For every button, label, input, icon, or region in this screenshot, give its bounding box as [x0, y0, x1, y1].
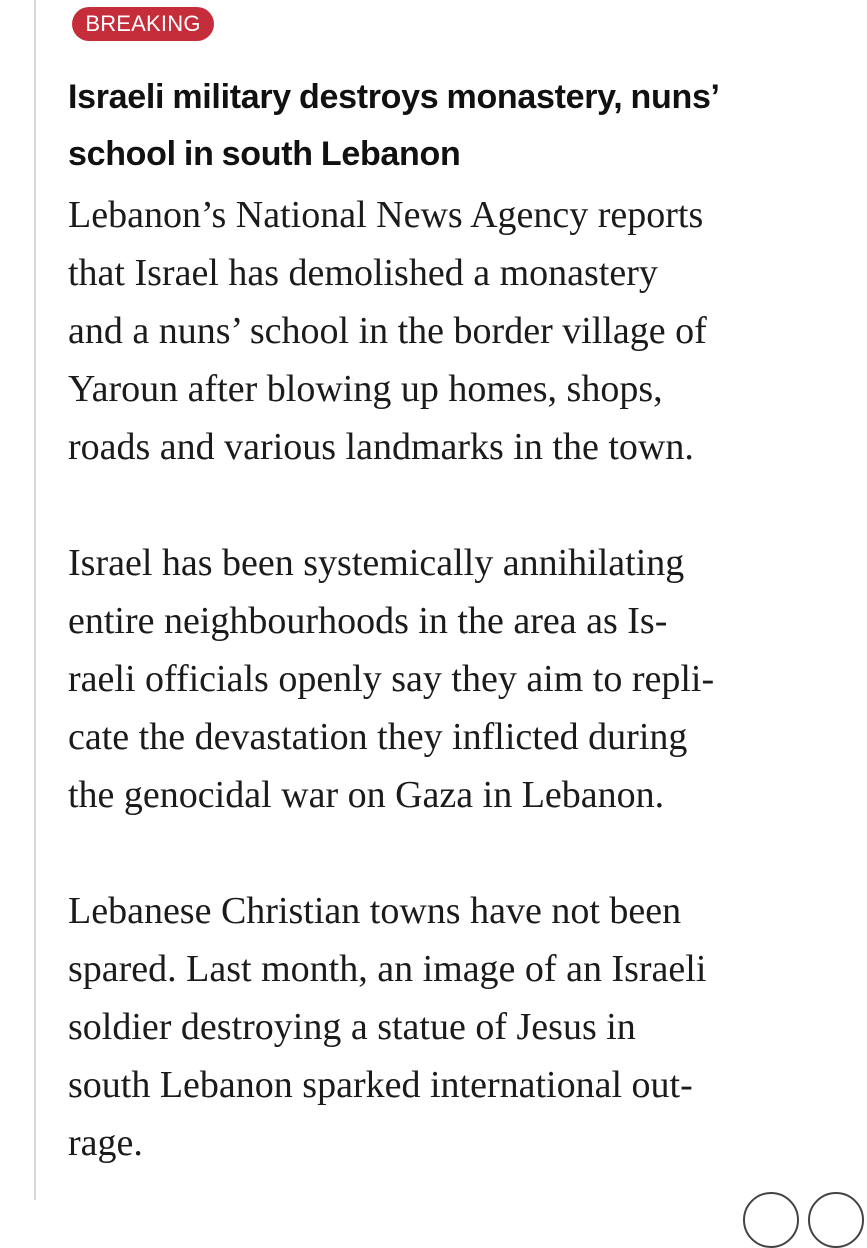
breaking-badge: BREAKING: [72, 7, 214, 41]
paragraph-line: that Israel has demolished a monastery: [68, 252, 658, 294]
article-paragraph: [68, 186, 828, 476]
article-card: [34, 0, 866, 1200]
paragraph-line: and a nuns’ school in the border village of: [68, 310, 707, 352]
paragraph-line: cate the devastation they inflicted during: [68, 716, 688, 758]
article-headline[interactable]: [68, 69, 858, 183]
article-paragraph: [68, 882, 828, 1172]
paragraph-line: soldier destroying a statue of Jesus in: [68, 1006, 636, 1048]
paragraph-line: roads and various landmarks in the town.: [68, 426, 694, 468]
paragraph-line: the genocidal war on Gaza in Lebanon.: [68, 774, 665, 816]
paragraph-line: raeli officials openly say they aim to repli-: [68, 658, 715, 700]
article-paragraph: [68, 534, 828, 824]
headline-line: Israeli military destroys monastery, nuns’: [68, 78, 720, 116]
paragraph-line: spared. Last month, an image of an Israeli: [68, 948, 707, 990]
paragraph-line: rage.: [68, 1122, 143, 1164]
paragraph-line: entire neighbourhoods in the area as Is-: [68, 600, 668, 642]
headline-line: school in south Lebanon: [68, 135, 461, 173]
paragraph-line: Yaroun after blowing up homes, shops,: [68, 368, 663, 410]
paragraph-spacer: [68, 824, 828, 882]
paragraph-spacer: [68, 476, 828, 534]
circle-button-icon[interactable]: [808, 1192, 864, 1248]
paragraph-line: Israel has been systemically annihilating: [68, 542, 685, 584]
paragraph-line: south Lebanon sparked international out-: [68, 1064, 693, 1106]
paragraph-line: Lebanese Christian towns have not been: [68, 890, 682, 932]
paragraph-line: Lebanon’s National News Agency reports: [68, 194, 704, 236]
article-body: [68, 186, 828, 1172]
circle-button-icon[interactable]: [743, 1192, 799, 1248]
